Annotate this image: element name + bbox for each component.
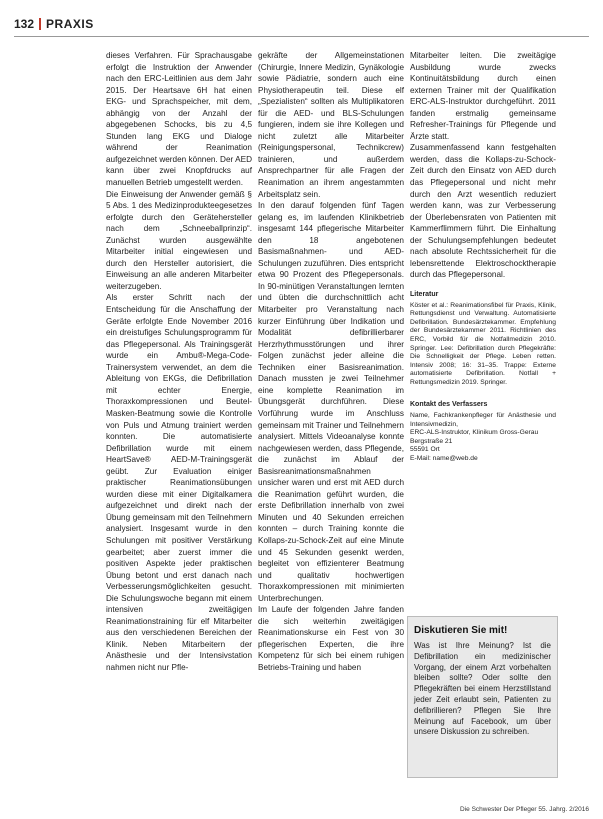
- discussion-title: Diskutieren Sie mit!: [414, 625, 508, 636]
- paragraph: Mitarbeiter leiten. Die zweitägige Ausbildung wurde zwecks Kontinuitätsbildung durch einen externen Trainer mit der Qualifikation ERC-ALS-Instruktor durchgeführt. 2011 fanden erstmalig gemeinsame Refresher-Trainings für Pflegende und Ärzte statt.: [410, 51, 556, 141]
- contact-section: [410, 401, 556, 463]
- page-number: 132: [14, 17, 35, 31]
- paragraph: Die Einweisung der Anwender gemäß § 5 Abs. 1 des Medizinprodukteegesetzes erfolgte durch den Gerätehersteller nach dem „Schneeballprinzip“. Zunächst wurden ausgewählte Mitarbeiter initial eingewiesen und durch den Hersteller autorisiert, die Einweisung an alle anderen Mitarbeiter weiterzugeben.: [106, 189, 252, 291]
- sources-section: [410, 291, 556, 388]
- page-header: [14, 14, 94, 34]
- text-column-1: [106, 50, 252, 674]
- sources-text: Köster et al.: Reanimationsfibel für Praxis, Klinik, Rettungsdienst und Verwaltung. Automatisierte Defibrillation. Bundesärztekammer. Empfehlung der Bundesärztekammer 2011. Richtlinien des ERC, Vorbild für die Notfallmedizin 2010. Springer. Lee: Defibrillation durch Pflegekräfte: Die Schnelligkeit der Pflege. Leben retten. Intensiv 2008; 16: 31–35. Trappe: Externe automatisierte Defibrillation. Notfall + Rettungsmedizin 2019. Springer.: [410, 301, 556, 386]
- section-title: PRAXIS: [46, 17, 94, 31]
- contact-email: E-Mail: name@web.de: [410, 455, 478, 463]
- text-column-2: [258, 50, 404, 674]
- contact-line: ERC-ALS-Instruktor, Klinikum Gross-Gerau: [410, 429, 539, 437]
- discussion-text: Was ist Ihre Meinung? Ist die Defibrillation ein medizinischer Vorgang, der einem Arzt vorbehalten bleiben sollte? Oder sollte den Pflegekräften bei einem Herzstillstand jeder Zeit erlaubt sein, Patienten zu defibrillieren? Pflegen Sie Ihre Meinung auf Facebook, um über unsere Diskussion zu schreiben.: [414, 641, 551, 737]
- paragraph: dieses Verfahren. Für Sprachausgabe erfolgt die Instruktion der Anwender nach den ERC-Leitlinien aus dem Jahr 2015. Der Heartsave 6H hat einen EKG- und Sprachspeicher, mit dem, abhängig von der Anzahl der abgegebenen Schocks, bis zu 4,5 Stunden lang EKG und Dialoge während der Reanimation aufgezeichnet werden können. Der AED kann über zwei Knopfdrucks auf manuellen Betrieb umgestellt werden.: [106, 51, 252, 188]
- discussion-box: [407, 616, 558, 778]
- paragraph: Zusammenfassend kann festgehalten werden, dass die Kollaps-zu-Schock-Zeit durch den Einsatz von AED durch das Pflegepersonal und nicht mehr durch den Arzt wesentlich reduziert werden kann, was zur Verbesserung der Überlebensraten von Patienten mit Kammerflimmern führt. Die Einhaltung der Schulungsempfehlungen bedeutet nach absolute Rechtssicherheit für die lebensrettende Elektroschocktherapie durch das Pflegepersonal.: [410, 143, 556, 280]
- sources-heading: Literatur: [410, 290, 439, 298]
- text-column-3: [410, 50, 556, 464]
- contact-line: 55591 Ort: [410, 446, 440, 454]
- header-rule: [14, 36, 589, 37]
- page-footer: Die Schwester Der Pfleger 55. Jahrg. 2/2016: [460, 806, 589, 813]
- paragraph: Als erster Schritt nach der Entscheidung für die Anschaffung der Geräte erfolgte Ende November 2016 ein dreistufiges Schulungsprogramm für das Pflegepersonal. Als Trainingsgerät wurde ein Ambu®-Mega-Code-Trainersystem verwendet, an dem die Ableitung von EKGs, die Defibrillation mit echter Energie, Thoraxkompressionen und Beutel-Masken-Beatmung sowie die Kontrolle von Puls und Atmung trainiert werden konnten. Die automatisierte Defibrillation wurde mit einem HeartSave® AED-M-Trainingsgerät geübt. Zur Evaluation einiger praktischer Reanimationsübungen wurden diese mit einer Digitalkamera aufgezeichnet und direkt nach der Übung gemeinsam mit den Teilnehmern analysiert. Insgesamt wurde in den Schulungen mit positiver Verstärkung gearbeitet; aber zuerst immer die positiven Aspekte jeder praktischen Übung betont und erst danach nach Verbesserungsmöglichkeiten gesucht. Die Schulungswoche begann mit einem intensiven zweitägigen Reanimationstraining für elf Mitarbeiter aus den verschiedenen Bereichen der Klinik. Neben Mitarbeitern der Anästhesie und der Intensivstation nahmen nicht nur Pfle-: [106, 293, 252, 672]
- contact-heading: Kontakt des Verfassers: [410, 401, 488, 409]
- contact-line: Name, Fachkrankenpfleger für Anästhesie und Intensivmedizin,: [410, 412, 556, 428]
- paragraph: Im Laufe der folgenden Jahre fanden die sich weiterhin zweitägigen Reanimationskurse ein Fest von 30 pflegerischen Experten, die ihre Kompetenz für sich bei einem ruhigen Betriebs-Training und haben: [258, 605, 404, 672]
- paragraph: gekräfte der Allgemeinstationen (Chirurgie, Innere Medizin, Gynäkologie sowie Pädiatrie, sondern auch eine Physiotherapeutin teil. Diese elf „Spezialisten“ sollten als Multiplikatoren für die AED- und BLS-Schulungen fungieren, indem sie ihre Kollegen und nicht zuletzt alle Mitarbeiter (Reinigungspersonal, Technikcrew) trainieren, und außerdem Ansprechpartner für alle Fragen der Reanimation an ihrem angestammten Arbeitsplatz sein.: [258, 51, 404, 199]
- header-divider: [39, 18, 41, 30]
- contact-line: Bergstraße 21: [410, 437, 453, 445]
- paragraph: In den darauf folgenden fünf Tagen gelang es, im laufenden Klinikbetrieb insgesamt 144 pflegerische Mitarbeiter den 18 angebotenen Basismaßnahmen- und AED-Schulungen zuzuführen. Dies entspricht etwa 90 Prozent des Pflegepersonals. In 90-minütigen Veranstaltungen lernten und übten die durchschnittlich acht Mitarbeiter pro Veranstaltung nach kurzer Einführung über Indikation und Modalität defibrillierbarer Herzrhythmusstörungen und ihrer Folgen zunächst jeder alleine die Techniken einer Basisreanimation. Danach mussten je zwei Teilnehmer eine komplette Reanimation im Übungsgerät durchführen. Diese Vorführung wurde im Anschluss gemeinsam mit Trainer und Teilnehmern analysiert. Mittels Videoanalyse konnte nachgewiesen werden, dass Pflegende, die zunächst im Ablauf der Basisreanimationsmaßnahmen unsicher waren und erst mit AED durch die Reanimation geführt wurden, die erste Defibrillation innerhalb von zwei Minuten und 40 Sekunden erreichen konnten – durch Training konnte die Kollaps-zu-Schock-Zeit auf eine Minute und 45 Sekunden gesenkt werden, begleitet von effizienterer Beatmung und qualitativ hochwertigen Thoraxkompressionen mit minimierten Unterbrechungen.: [258, 201, 404, 603]
